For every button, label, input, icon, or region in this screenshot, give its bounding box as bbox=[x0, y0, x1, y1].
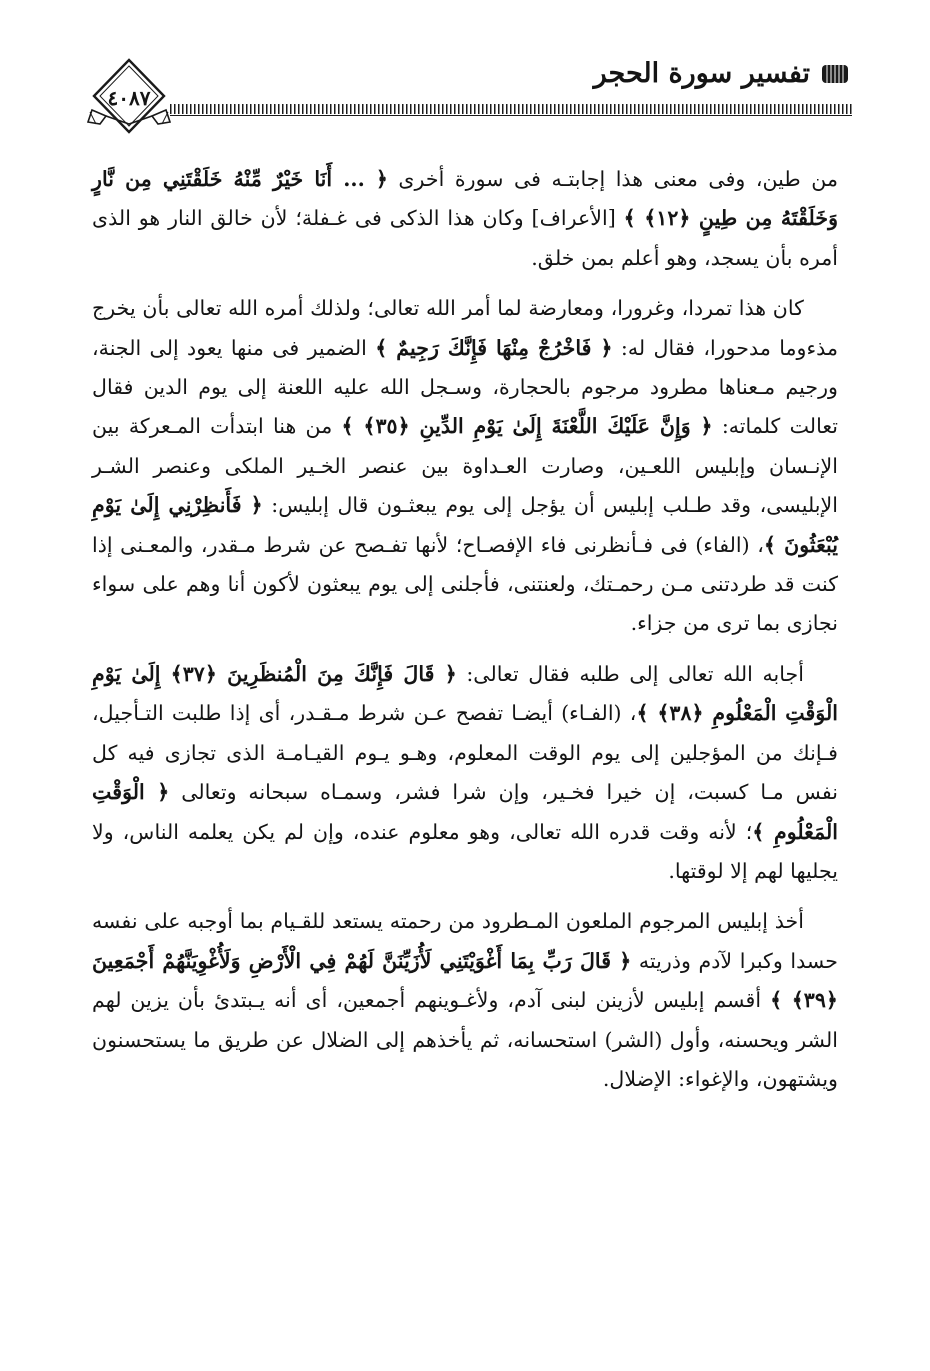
commentary-text: أقسم إبليس لأزينن لبنى آدم، ولأغـوينهم أجمعين، أى أنه يـبتدئ بأن يزين لهم الشر ويحسنه، وأول (الشر) استحسانه، ثم يأخذهم إلى الضلال عن طريق ما يستحسنون ويشتهون، والإغواء: الإضلال. bbox=[92, 988, 838, 1091]
page-number: ٤٠٨٧ bbox=[107, 86, 151, 110]
commentary-text: أخذ إبليس المرجوم الملعون المـطرود من رحمته يستعد للقـيام بما أوجبه على نفسه حسدا وكبرا لآدم وذريته bbox=[92, 909, 838, 973]
paragraph bbox=[92, 160, 838, 278]
body-text bbox=[92, 160, 838, 1110]
page-title: تفسير سورة الحجر bbox=[593, 58, 810, 89]
paragraph bbox=[92, 902, 838, 1099]
commentary-text: [الأعراف] وكان هذا الذكى فى غـفلة؛ لأن خالق النار هو الذى أمره بأن يسجد، وهو أعلم بمن خلق. bbox=[92, 206, 838, 270]
paragraph bbox=[92, 655, 838, 891]
commentary-text: ، (الفـاء) أيضـا تفصح عـن شرط مـقـدر، أى إذا طلبت التـأجيل، فـإنك من المؤجلين إلى يوم الوقت المعلوم، وهـو يـوم القيـامـة الذى تجازى فيه كل نفس مـا كسبت، إن خيرا فخـير، وإن شرا فشر، وسمـاه سبحانه وتعالى bbox=[92, 701, 838, 805]
quran-verse: ﴿ ... أَنَا خَيْرٌ مِّنْهُ خَلَقْتَنِي مِن نَّارٍ وَخَلَقْتَهُ مِن طِينٍ ﴿١٢﴾ ﴾ bbox=[92, 167, 839, 231]
quran-verse: ﴿ قَالَ فَإِنَّكَ مِنَ الْمُنظَرِينَ ﴿٣٧﴾ إِلَىٰ يَوْمِ الْوَقْتِ الْمَعْلُومِ ﴿٣٨﴾ ﴾ bbox=[92, 661, 838, 726]
commentary-text: من طين، وفى معنى هذا إجابتـه فى سورة أخرى bbox=[387, 167, 838, 191]
page-header bbox=[86, 52, 856, 142]
commentary-text: الضمير فى منها يعود إلى الجنة، ورجيم مـعناها مطرود مرجوم بالحجارة، وسـجل الله عليه اللعنة إلى يوم الدين فقال تعالت كلماته: bbox=[92, 335, 839, 439]
quran-verse: ﴿ فَاخْرُجْ مِنْهَا فَإِنَّكَ رَجِيمٌ ﴾ bbox=[375, 335, 613, 360]
commentary-text: ؛ لأنه وقت قدره الله تعالى، وهو معلوم عنده، وإن لم يكن يعلمه الناس، ولا يجليها لهم إلا لوقتها. bbox=[92, 819, 838, 883]
ornament-icon bbox=[820, 62, 850, 86]
commentary-text: ، (الفاء) فى فـأنظرنى فاء الإفصـاح؛ لأنها تفـصح عن شرط مـقدر، والمعـنى إذا كنت قد طردتنى مـن رحمـتك، ولعنتنى، فأجلنى إلى يوم يبعثون لأكون أنا وهم على سواء نجازى بما ترى من جزاء. bbox=[92, 532, 838, 636]
quran-verse: ﴿ وَإِنَّ عَلَيْكَ اللَّعْنَةَ إِلَىٰ يَوْمِ الدِّينِ ﴿٣٥﴾ ﴾ bbox=[341, 414, 713, 439]
quran-verse: ﴿ قَالَ رَبِّ بِمَا أَغْوَيْتَنِي لَأُزَيِّنَنَّ لَهُمْ فِي الْأَرْضِ وَلَأُغْوِيَنَّهُمْ أَجْمَعِينَ ﴿٣٩﴾ ﴾ bbox=[92, 948, 838, 1013]
quran-verse: ﴿ الْوَقْتِ الْمَعْلُومِ ﴾ bbox=[92, 780, 838, 844]
commentary-text: من هنا ابتدأت المـعركة بين الإنـسان وإبليس اللعـين، وصارت العـداوة بين عنصر الخـير الملكى وعنصر الشـر الإبليسى، وقد طـلب إبليس أن يؤجل إلى يوم يبعثـون قال إبليس: bbox=[92, 414, 838, 518]
commentary-text: كان هذا تمردا، وغرورا، ومعارضة لما أمر الله تعالى؛ ولذلك أمره الله تعالى بأن يخرج مذءوما مدحورا، فقال له: bbox=[92, 296, 838, 360]
commentary-text: أجابه الله تعالى إلى طلبه فقال تعالى: bbox=[456, 661, 804, 686]
header-rule bbox=[170, 104, 852, 114]
paragraph bbox=[92, 289, 838, 644]
quran-verse: ﴿ فَأَنظِرْنِي إِلَىٰ يَوْمِ يُبْعَثُونَ ﴾ bbox=[92, 493, 838, 557]
